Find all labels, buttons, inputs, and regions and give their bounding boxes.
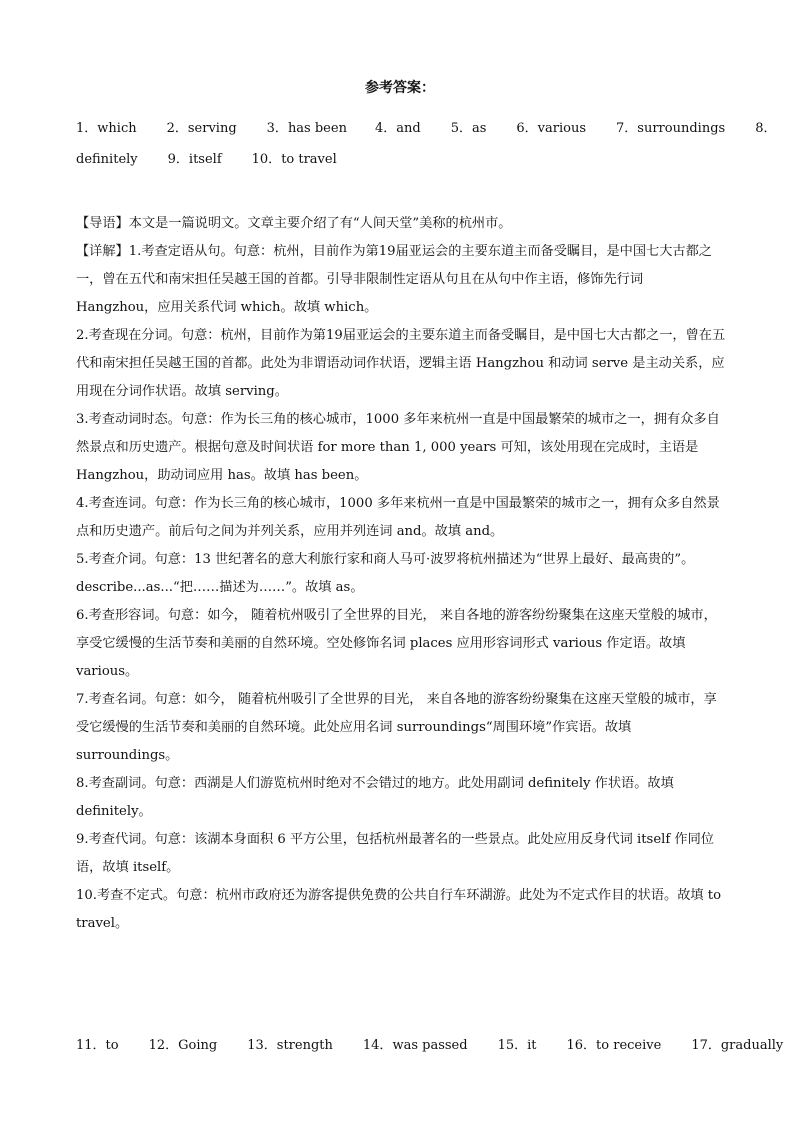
guide-paragraph: 【导语】本文是一篇说明文。文章主要介绍了有“人间天堂”美称的杭州市。 [76,216,512,231]
answer-item-10: 10．to travel [251,152,337,167]
explanation-item-5: 5.考查介词。句意：13 世纪著名的意大利旅行家和商人马可·波罗将杭州描述为“世界上最好、最高贵的”。describe...as...“把……描述为……”。故填 as。 [76,552,695,595]
answer-item-8-text: definitely [76,152,138,167]
explanation-item-7: 7.考查名词。句意：如今， 随着杭州吸引了全世界的目光， 来自各地的游客纷纷聚集在这座天堂般的城市，享受它缓慢的生活节奏和美丽的自然环境。此处应用名词 surroundings“周围环境”作宾语。故填 surroundings。 [76,692,717,763]
explanation-item-4: 4.考查连词。句意：作为长三角的核心城市，1000 多年来杭州一直是中国最繁荣的城市之一，拥有众多自然景点和历史遗产。前后句之间为并列关系，应用并列连词 and。故填 and。 [76,496,720,539]
explanation-item-2: 2.考查现在分词。句意：杭州，目前作为第19届亚运会的主要东道主而备受瞩目，是中国七大古都之一，曾在五代和南宋担任吴越王国的首都。此处为非谓语动词作状语，逻辑主语 Hangzhou 和动词 serve 是主动关系，应用现在分词作状语。故填 serving。 [76,328,726,399]
answer-item-1: 1．which [76,121,137,136]
explanation-block [76,210,726,938]
answer-item-11: 11．to [76,1038,119,1053]
answer-item-14: 14．was passed [362,1038,468,1053]
answer-item-12: 12．Going [148,1038,218,1053]
answer-item-6: 6．various [516,121,587,136]
answer-item-8: 8． [755,121,777,136]
answer-item-15: 15．it [497,1038,537,1053]
answer-item-7: 7．surroundings [616,121,726,136]
explanation-item-1: 【详解】1.考查定语从句。句意：杭州，目前作为第19届亚运会的主要东道主而备受瞩目，是中国七大古都之一，曾在五代和南宋担任吴越王国的首都。引导非限制性定语从句且在从句中作主语，修饰先行词 Hangzhou，应用关系代词 which。故填 which。 [76,244,712,315]
answer-row-2 [76,150,369,170]
answer-row-bottom [76,1036,783,1056]
answer-item-3: 3．has been [266,121,347,136]
answer-item-16: 16．to receive [566,1038,662,1053]
explanation-item-10: 10.考查不定式。句意：杭州市政府还为游客提供免费的公共自行车环湖游。此处为不定式作目的状语。故填 to travel。 [76,888,722,931]
explanation-item-3: 3.考查动词时态。句意：作为长三角的核心城市，1000 多年来杭州一直是中国最繁荣的城市之一，拥有众多自然景点和历史遗产。根据句意及时间状语 for more than 1, 000 years 可知，该处用现在完成时，主语是 Hangzhou，助动词应用 has。故填 has been。 [76,412,720,483]
explanation-item-6: 6.考查形容词。句意：如今， 随着杭州吸引了全世界的目光， 来自各地的游客纷纷聚集在这座天堂般的城市，享受它缓慢的生活节奏和美丽的自然环境。空处修饰名词 places 应用形容词形式 various 作定语。故填 various。 [76,608,717,679]
explanation-item-8: 8.考查副词。句意：西湖是人们游览杭州时绝对不会错过的地方。此处用副词 definitely 作状语。故填 definitely。 [76,776,674,819]
answer-item-2: 2．serving [166,121,237,136]
page-title: 参考答案： [365,80,435,96]
answer-item-5: 5．as [450,121,487,136]
answer-item-13: 13．strength [247,1038,333,1053]
answer-item-9: 9．itself [167,152,222,167]
explanation-item-9: 9.考查代词。句意：该湖本身面积 6 平方公里，包括杭州最著名的一些景点。此处应用反身代词 itself 作同位语，故填 itself。 [76,832,714,875]
answer-item-4: 4．and [374,121,421,136]
answer-item-17: 17．gradually [691,1038,784,1053]
answer-row-1 [76,119,776,139]
